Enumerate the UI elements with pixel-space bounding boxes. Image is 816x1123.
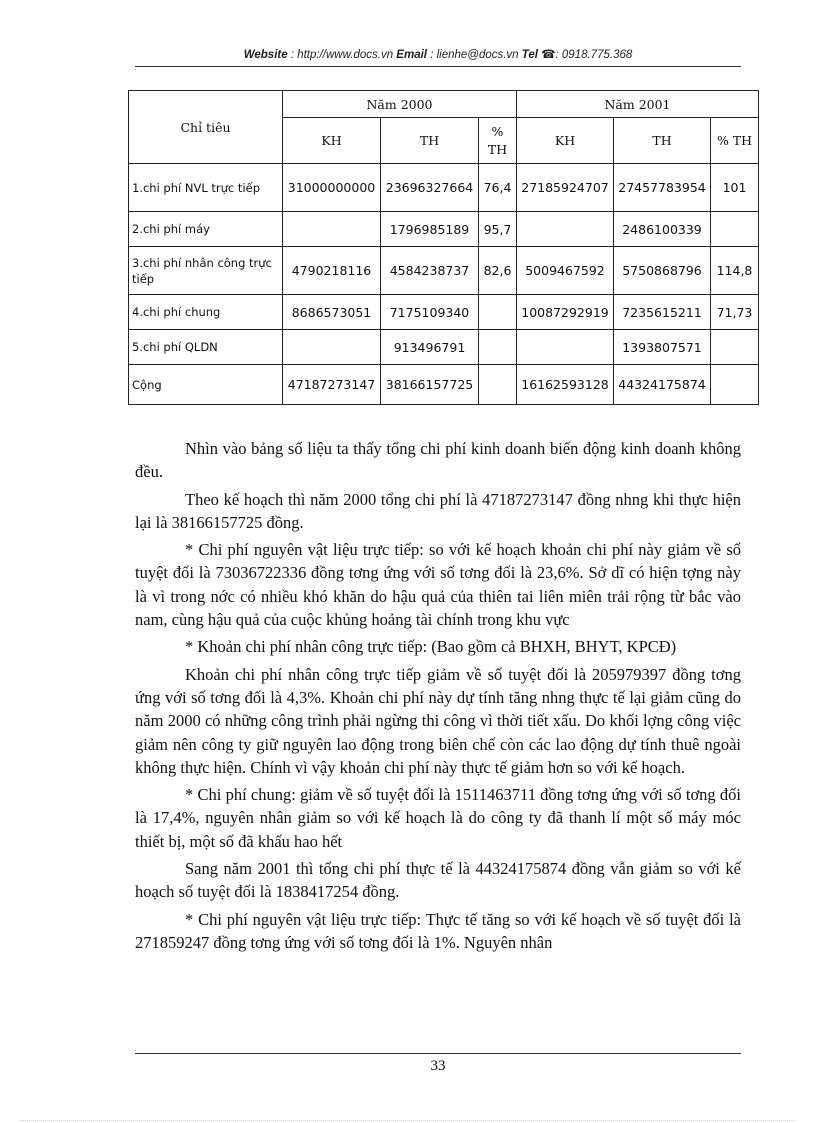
th-2000-header: TH — [381, 118, 479, 164]
year-2000-header: Năm 2000 — [283, 91, 517, 118]
cell-th2000: 4584238737 — [381, 247, 479, 295]
cell-th2001: 44324175874 — [614, 365, 711, 405]
table-row — [129, 212, 759, 247]
cell-pct2001 — [711, 365, 759, 405]
cell-th2001: 5750868796 — [614, 247, 711, 295]
cell-pct2001: 71,73 — [711, 295, 759, 330]
header-rule — [135, 66, 741, 67]
pct-2001-header: % TH — [711, 118, 759, 164]
row-label: 2.chi phí máy — [129, 212, 283, 247]
cell-pct2000 — [479, 365, 517, 405]
cost-table — [128, 90, 759, 405]
cell-kh2000: 8686573051 — [283, 295, 381, 330]
pct-2000-header: % TH — [479, 118, 517, 164]
table-row — [129, 330, 759, 365]
paragraph: Theo kế hoạch thì năm 2000 tổng chi phí là 47187273147 đồng nhng khi thực hiện lại là 38166157725 đồng. — [135, 489, 741, 532]
cell-th2000: 23696327664 — [381, 164, 479, 212]
cell-th2001: 2486100339 — [614, 212, 711, 247]
cell-th2001: 1393807571 — [614, 330, 711, 365]
paragraph: Nhìn vào bảng số liệu ta thấy tổng chi phí kinh doanh biến động kinh doanh không đều. — [135, 439, 741, 482]
cell-pct2000: 76,4 — [479, 164, 517, 212]
kh-2000-header: KH — [283, 118, 381, 164]
cell-kh2000: 31000000000 — [283, 164, 381, 212]
cell-kh2000: 47187273147 — [283, 365, 381, 405]
cell-th2000: 38166157725 — [381, 365, 479, 405]
body-text — [135, 437, 741, 958]
website-value: : http://www.docs.vn — [290, 49, 394, 61]
paragraph: * Chi phí chung: giảm về số tuyệt đối là 1511463711 đồng tơng ứng với số tơng đối là 17,4%, nguyên nhân giảm so với kế hoạch là do công ty đã thanh lí một số máy móc thiết bị, một số đã khấu hao hết — [135, 785, 741, 851]
cell-pct2000 — [479, 330, 517, 365]
page-edge-dots — [20, 1120, 796, 1121]
website-label: Website — [243, 49, 288, 61]
cell-kh2000 — [283, 330, 381, 365]
cell-kh2001: 5009467592 — [517, 247, 614, 295]
cell-kh2001 — [517, 212, 614, 247]
page-header — [135, 47, 741, 61]
cell-kh2001 — [517, 330, 614, 365]
phone-icon: ☎ — [541, 49, 556, 61]
paragraph: * Chi phí nguyên vật liệu trực tiếp: so với kế hoạch khoản chi phí này giảm về số tuyệt đối là 73036722336 đồng tơng ứng với số tơng đối là 23,6%. Sở dĩ có hiện tợng này là vì trong nớc có nhiều khó khăn do hậu quả của thiên tai liên miên trải rộng từ bắc vào nam, cùng hậu quả của cuộc khủng hoảng tài chính trong khu vực — [135, 540, 741, 630]
row-label: 1.chi phí NVL trực tiếp — [129, 164, 283, 212]
cell-pct2000 — [479, 295, 517, 330]
table-row — [129, 164, 759, 212]
row-label: 4.chi phí chung — [129, 295, 283, 330]
cell-th2000: 1796985189 — [381, 212, 479, 247]
table-row — [129, 247, 759, 295]
cell-pct2001 — [711, 330, 759, 365]
cell-pct2001 — [711, 212, 759, 247]
cell-kh2001: 10087292919 — [517, 295, 614, 330]
paragraph: Sang năm 2001 thì tổng chi phí thực tế là 44324175874 đồng vẫn giảm so với kế hoạch số tuyệt đối là 1838417254 đồng. — [135, 859, 741, 902]
paragraph: * Chi phí nguyên vật liệu trực tiếp: Thực tế tăng so với kế hoạch về số tuyệt đối là 271859247 đồng tơng ứng với số tơng đối là 1%. Nguyên nhân — [135, 909, 741, 952]
cell-th2001: 7235615211 — [614, 295, 711, 330]
page-number: 33 — [430, 1058, 446, 1074]
cell-kh2000: 4790218116 — [283, 247, 381, 295]
cell-th2001: 27457783954 — [614, 164, 711, 212]
cell-kh2001: 27185924707 — [517, 164, 614, 212]
tel-label: Tel — [521, 49, 538, 61]
cell-kh2001: 16162593128 — [517, 365, 614, 405]
cell-pct2001: 101 — [711, 164, 759, 212]
cell-pct2001: 114,8 — [711, 247, 759, 295]
table-corner-header: Chỉ tiêu — [129, 91, 283, 164]
paragraph: * Khoản chi phí nhân công trực tiếp: (Bao gồm cả BHXH, BHYT, KPCĐ) — [185, 637, 677, 657]
kh-2001-header: KH — [517, 118, 614, 164]
table-row — [129, 365, 759, 405]
cell-th2000: 913496791 — [381, 330, 479, 365]
cell-pct2000: 82,6 — [479, 247, 517, 295]
cell-th2000: 7175109340 — [381, 295, 479, 330]
cell-kh2000 — [283, 212, 381, 247]
year-2001-header: Năm 2001 — [517, 91, 759, 118]
row-label: 5.chi phí QLDN — [129, 330, 283, 365]
paragraph: Khoản chi phí nhân công trực tiếp giảm về số tuyệt đối là 205979397 đồng tơng ứng với số tơng đối là 4,3%. Khoản chi phí này dự tính tăng nhng thực tế lại giảm cũng do năm 2000 có những công trình phải ngừng thi công vì thời tiết xấu. Do khối lợng công việc giảm nên công ty giữ nguyên lao động trong biên chế còn các lao động dự tính thuê ngoài không thực hiện. Chính vì vậy khoản chi phí này thực tế giảm hơn so với kế hoạch. — [135, 664, 741, 777]
cell-pct2000: 95,7 — [479, 212, 517, 247]
table-row — [129, 295, 759, 330]
footer-rule — [135, 1053, 741, 1054]
email-label: Email — [396, 49, 427, 61]
email-value: : lienhe@docs.vn — [430, 49, 519, 61]
row-label: Cộng — [129, 365, 283, 405]
th-2001-header: TH — [614, 118, 711, 164]
tel-value: : 0918.775.368 — [555, 49, 633, 61]
row-label: 3.chi phí nhân công trực tiếp — [129, 247, 283, 295]
